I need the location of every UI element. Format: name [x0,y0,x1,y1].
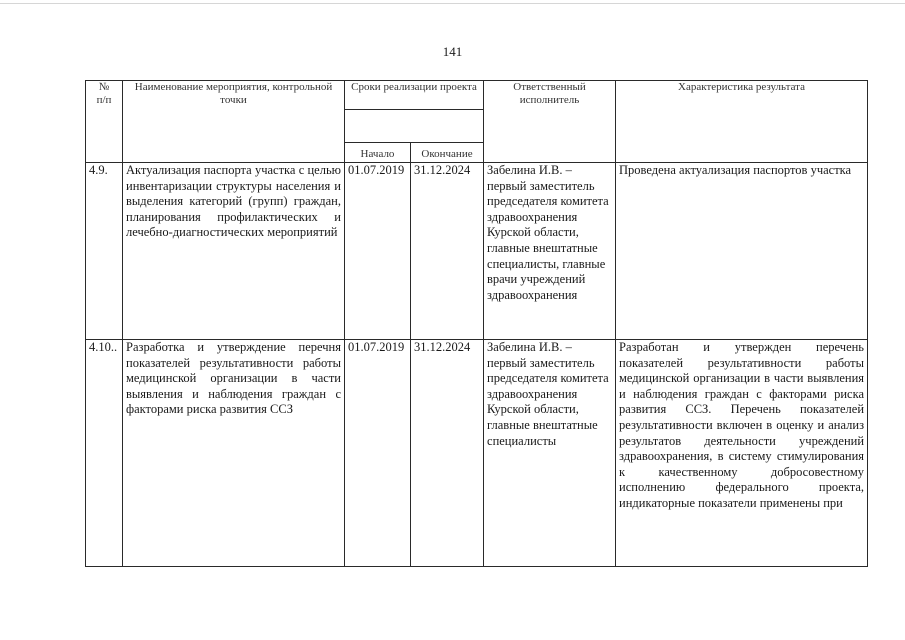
page-number: 141 [442,44,463,59]
header-row-1 [86,81,868,110]
page-top-edge [0,3,905,4]
header-responsible [484,81,616,163]
header-responsible-label: Ответственный исполнитель [513,81,586,106]
header-period [345,81,484,110]
header-period-blank [345,110,484,143]
header-num [86,81,123,163]
header-end [411,143,484,163]
row-measure-name: Разработка и утверждение перечня показателей результативности работы медицинской организации в части выявления и наблюдения граждан с факторами риска развития ССЗ [123,340,345,567]
row-result: Разработан и утвержден перечень показателей результативности работы медицинской организации в части выявления и наблюдения граждан с факторами риска развития ССЗ. Перечень показателей результативности включен в оценку и анализ результатов деятельности учреждений здравоохранения, в систему стимулирования к качественному добросовестному исполнению федерального проекта, индикаторные показатели применены при [616,340,868,567]
header-name-label: Наименование мероприятия, контрольной точки [134,81,333,106]
row-end-date: 31.12.2024 [411,163,484,340]
header-start [345,143,411,163]
header-start-label: Начало [360,148,395,160]
row-responsible: Забелина И.В. – первый заместитель председателя комитета здравоохранения Курской области, главные внештатные специалисты [484,340,616,567]
row-measure-name: Актуализация паспорта участка с целью инвентаризации структуры населения и выделения категорий (групп) граждан, планирования профилактических и лечебно-диагностических мероприятий [123,163,345,340]
row-end-date: 31.12.2024 [411,340,484,567]
row-result: Проведена актуализация паспортов участка [616,163,868,340]
table-row [86,340,868,567]
header-name [123,81,345,163]
header-result [616,81,868,163]
header-result-label: Характеристика результата [678,81,805,93]
header-end-label: Окончание [421,148,473,160]
table-row [86,163,868,340]
measures-table [85,80,868,567]
header-num-label: № п/п [96,81,112,106]
row-number: 4.9. [86,163,123,340]
row-number: 4.10.. [86,340,123,567]
header-period-label: Сроки реализации проекта [351,81,477,93]
row-start-date: 01.07.2019 [345,163,411,340]
row-start-date: 01.07.2019 [345,340,411,567]
row-responsible: Забелина И.В. – первый заместитель председателя комитета здравоохранения Курской области, главные внештатные специалисты, главные врачи учреждений здравоохранения [484,163,616,340]
